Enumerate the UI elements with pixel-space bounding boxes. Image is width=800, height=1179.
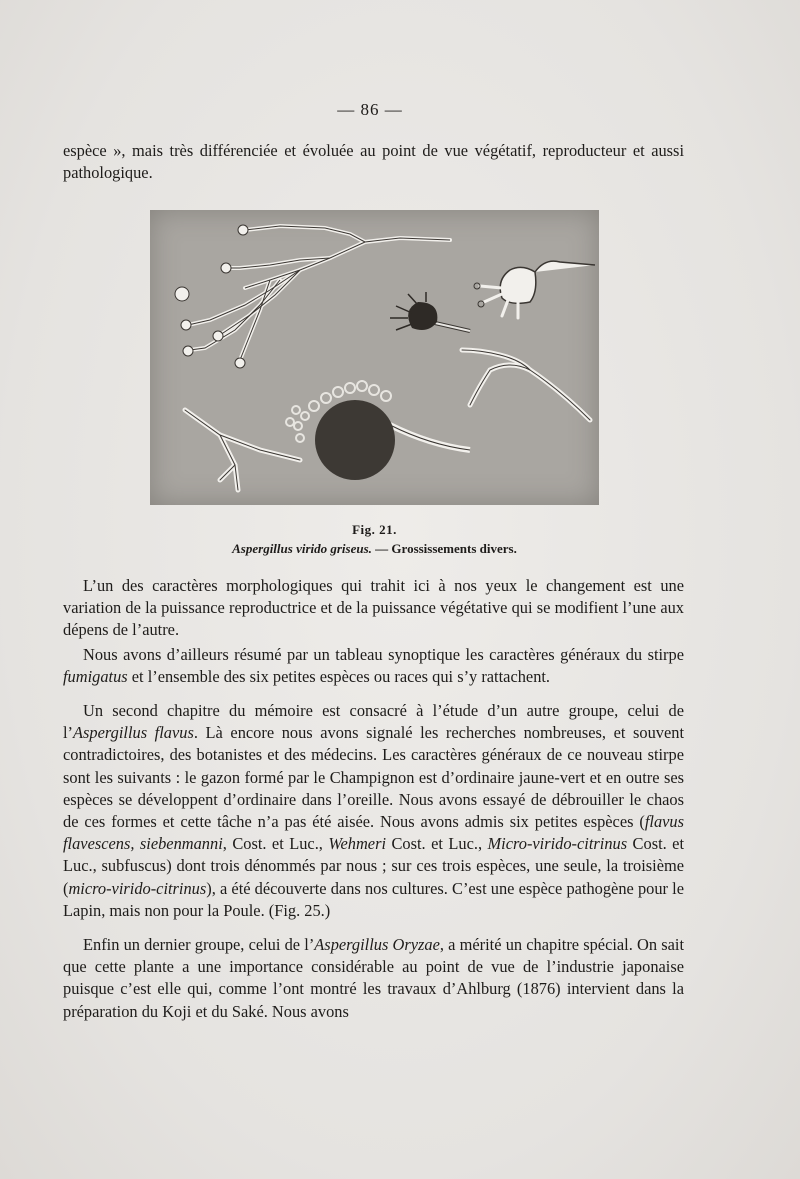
paragraph-3-text-d: Cost. et Luc.,	[386, 834, 488, 854]
paragraph-2-text-a: Nous avons d’ailleurs résumé par un tableau synoptique les caractères généraux du stirpe	[83, 644, 684, 664]
paragraph-3-italic-e: micro-virido-citrinus	[68, 878, 207, 898]
page-number: — 86 —	[337, 100, 403, 119]
paragraph-2-text-b: et l’ensemble des six petites espèces ou races qui s’y rattachent.	[127, 666, 551, 686]
figure-caption-species: Aspergillus virido griseus.	[232, 541, 372, 556]
large-conidial-head-bottom	[286, 381, 470, 480]
paragraph-4-italic: Aspergillus Oryzae	[314, 935, 440, 955]
paragraph-3-text-a: Un second chapitre du mémoire est consacré à l’étude d’un autre groupe, celui de l’	[63, 701, 684, 743]
vesicle-right-top	[474, 261, 595, 318]
body-text	[63, 575, 684, 1023]
paragraph-3-text-c: , Cost. et Luc.,	[222, 834, 329, 854]
hyphae-group-left	[188, 226, 450, 360]
branch-bottom-left	[185, 410, 300, 490]
paragraph-3-text-f: ), a été découverte dans nos cultures. C’est une espèce pathogène pour le Lapin, mais non pour la Poule. (Fig. 25.)	[63, 878, 684, 920]
intro-text: espèce », mais très différenciée et évoluée au point de vue végétatif, reproducteur et aussi pathologique.	[63, 141, 684, 183]
conidial-head-center	[390, 292, 470, 331]
paragraph-3-italic-c: Wehmeri	[328, 834, 387, 854]
paragraph-2	[63, 644, 684, 688]
paragraph-3-italic-d: Micro-virido-citrinus	[487, 834, 628, 854]
figure-caption-rest: — Grossissements divers.	[371, 541, 517, 556]
paragraph-3-text-e: Cost. et Luc., subfuscus) dont trois dénommés par nous ; sur ces trois espèces, une seule, la troisième (	[63, 834, 685, 898]
paragraph-1: L’un des caractères morphologiques qui trahit ici à nos yeux le changement est une variation de la puissance reproductrice et de la puissance végétative qui se modifient l’une aux dépens de l’autre.	[63, 576, 684, 640]
paragraph-4-text-b: , a mérité un chapitre spécial. On sait que cette plante a une importance considérable au point de vue de l’industrie japonaise puisque c’est elle qui, comme l’ont montré les travaux d’Ahlburg (1876) intervient dans la préparation du Koji et du Saké. Nous avons	[63, 935, 685, 1021]
branch-right-middle	[462, 350, 590, 420]
intro-paragraph	[63, 140, 684, 184]
fungal-drawing-svg	[150, 210, 599, 505]
paragraph-2-italic: fumigatus	[63, 666, 128, 686]
paragraph-3-italic-a: Aspergillus flavus	[73, 723, 194, 743]
paragraph-4	[63, 934, 684, 1023]
paragraph-4-text-a: Enfin un dernier groupe, celui de l’	[83, 935, 315, 955]
hyphae-outline-left	[188, 226, 450, 360]
figure-aspergillus-illustration	[150, 210, 599, 505]
figure-label: Fig. 21.	[352, 522, 397, 537]
vesicles-left	[175, 225, 248, 368]
paragraph-3-italic-b: flavus flavescens, siebenmanni	[63, 812, 684, 854]
figure-caption	[150, 541, 599, 557]
paragraph-3-text-b: . Là encore nous avons signalé les recherches nombreuses, et souvent contradictoires, des botanistes et des médecins. Les caractères généraux de ce nouveau stirpe sont les suivants : le gazon formé par le Champignon est d’ordinaire jaune-vert et en outre ses espèces se développent d’ordinaire dans l’oreille. Nous avons essayé de débrouiller le chaos de ces formes et cette tâche n’a pas été aisée. Nous avons admis six petites espèces (	[63, 723, 685, 832]
paragraph-3	[63, 700, 684, 922]
